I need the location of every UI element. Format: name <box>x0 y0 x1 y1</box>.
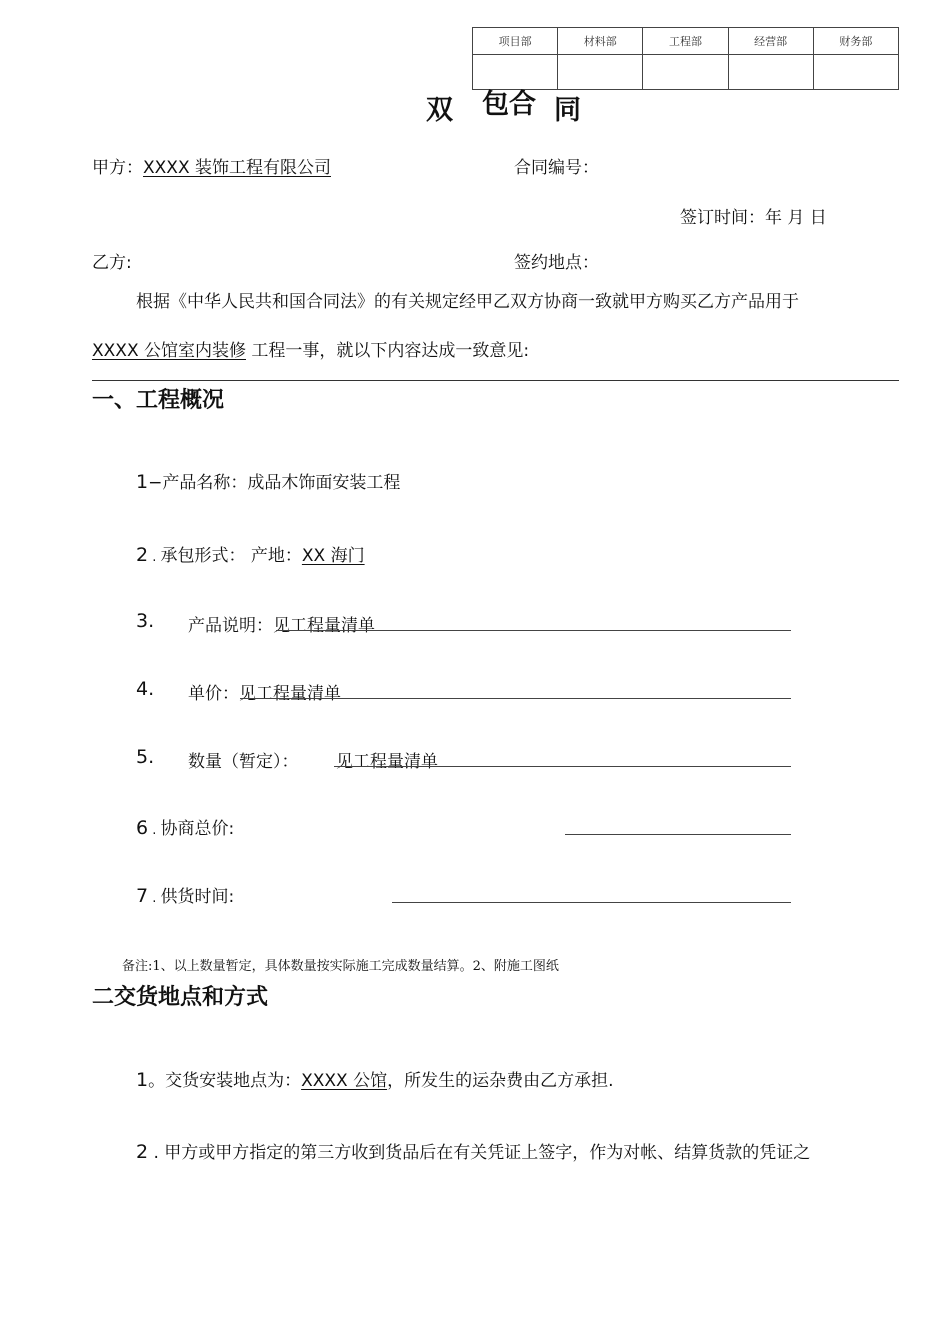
document-title <box>426 88 453 127</box>
item-2 <box>136 541 365 566</box>
title-char: 同 <box>554 95 581 126</box>
sign-place-label: 签约地点： <box>514 253 599 273</box>
item-value[interactable]: 见工程量清单 <box>239 684 341 704</box>
item-5-label: 数量（暂定）： <box>188 752 299 772</box>
item-label: 承包形式： 产地： <box>160 546 302 566</box>
approval-table <box>472 27 899 90</box>
item-number: 3. <box>136 610 155 632</box>
item-number: 1 <box>136 471 149 493</box>
party-a-line <box>92 153 331 178</box>
intro-rest: 工程一事，就以下内容达成一致意见: <box>246 341 530 361</box>
item-label: 协商总价: <box>160 819 235 839</box>
item-number: 1 <box>136 1069 149 1091</box>
item-number: 6 <box>136 817 149 839</box>
item-4-body <box>188 679 341 704</box>
section-2-heading: 二交货地点和方式 <box>92 985 269 1010</box>
item-sep: . <box>148 823 161 838</box>
item-value[interactable]: 见工程量清单 <box>273 616 375 636</box>
section-1-heading: 一、工程概况 <box>92 388 225 413</box>
item-7 <box>136 882 234 907</box>
s2-item-2 <box>136 1138 810 1163</box>
signature-cell[interactable] <box>558 55 643 90</box>
item-number: 4. <box>136 678 155 700</box>
dept-cell: 财务部 <box>813 28 898 55</box>
fill-line <box>276 630 791 631</box>
fill-line <box>334 766 791 767</box>
item-5 <box>136 746 154 768</box>
divider <box>92 380 899 381</box>
signature-cell[interactable] <box>813 55 898 90</box>
item-1 <box>136 468 400 493</box>
dept-cell: 经营部 <box>728 28 813 55</box>
item-label: 产品说明： <box>188 616 273 636</box>
title-char: 双 <box>426 95 453 126</box>
party-a-label: 甲方： <box>92 158 143 178</box>
signature-cell[interactable] <box>643 55 728 90</box>
party-b-label: 乙方: <box>92 253 132 273</box>
item-label: 供货时间: <box>160 887 235 907</box>
item-sep: . <box>148 550 161 565</box>
item-sep: − <box>148 473 163 493</box>
item-label: 单价： <box>188 684 239 704</box>
s2-item-1 <box>136 1066 614 1091</box>
remark-note: 备注:1、以上数量暂定，具体数量按实际施工完成数量结算。2、附施工图纸 <box>122 959 559 974</box>
party-a-value[interactable]: XXXX 装饰工程有限公司 <box>143 158 331 178</box>
item-text: . 甲方或甲方指定的第三方收到货品后在有关凭证上签字，作为对帐、结算货款的凭证之 <box>148 1143 811 1163</box>
dept-cell: 项目部 <box>473 28 558 55</box>
item-text: 。交货安装地点为： <box>148 1071 302 1091</box>
item-text: ，所发生的运杂费由乙方承担. <box>387 1071 614 1091</box>
project-name[interactable]: XXXX 公馆室内装修 <box>92 341 246 361</box>
document-title-end <box>554 88 581 127</box>
intro-line-1: 根据《中华人民共和国合同法》的有关规定经甲乙双方协商一致就甲方购买乙方产品用于 <box>136 292 799 312</box>
item-number: 7 <box>136 885 149 907</box>
intro-line-2 <box>92 336 529 361</box>
item-sep: . <box>148 891 161 906</box>
delivery-place[interactable]: XXXX 公馆 <box>301 1071 388 1091</box>
item-5-value[interactable]: 见工程量清单 <box>336 752 438 772</box>
item-number: 2 <box>136 544 149 566</box>
signature-cell[interactable] <box>728 55 813 90</box>
dept-cell: 材料部 <box>558 28 643 55</box>
document-title-overlap <box>482 82 536 121</box>
dept-cell: 工程部 <box>643 28 728 55</box>
item-3 <box>136 610 154 632</box>
item-3-body <box>188 611 375 636</box>
item-value[interactable]: XX 海门 <box>301 546 365 566</box>
item-4 <box>136 678 154 700</box>
item-number: 2 <box>136 1141 149 1163</box>
sign-time: 签订时间：年 月 日 <box>680 208 827 228</box>
item-text: 产品名称：成品木饰面安装工程 <box>162 473 401 493</box>
fill-line <box>240 698 791 699</box>
item-number: 5. <box>136 746 155 768</box>
supply-time-field[interactable] <box>392 902 791 903</box>
title-char: 包合 <box>482 89 536 120</box>
item-6 <box>136 814 234 839</box>
total-price-field[interactable] <box>565 834 791 835</box>
contract-no-label: 合同编号： <box>514 158 599 178</box>
